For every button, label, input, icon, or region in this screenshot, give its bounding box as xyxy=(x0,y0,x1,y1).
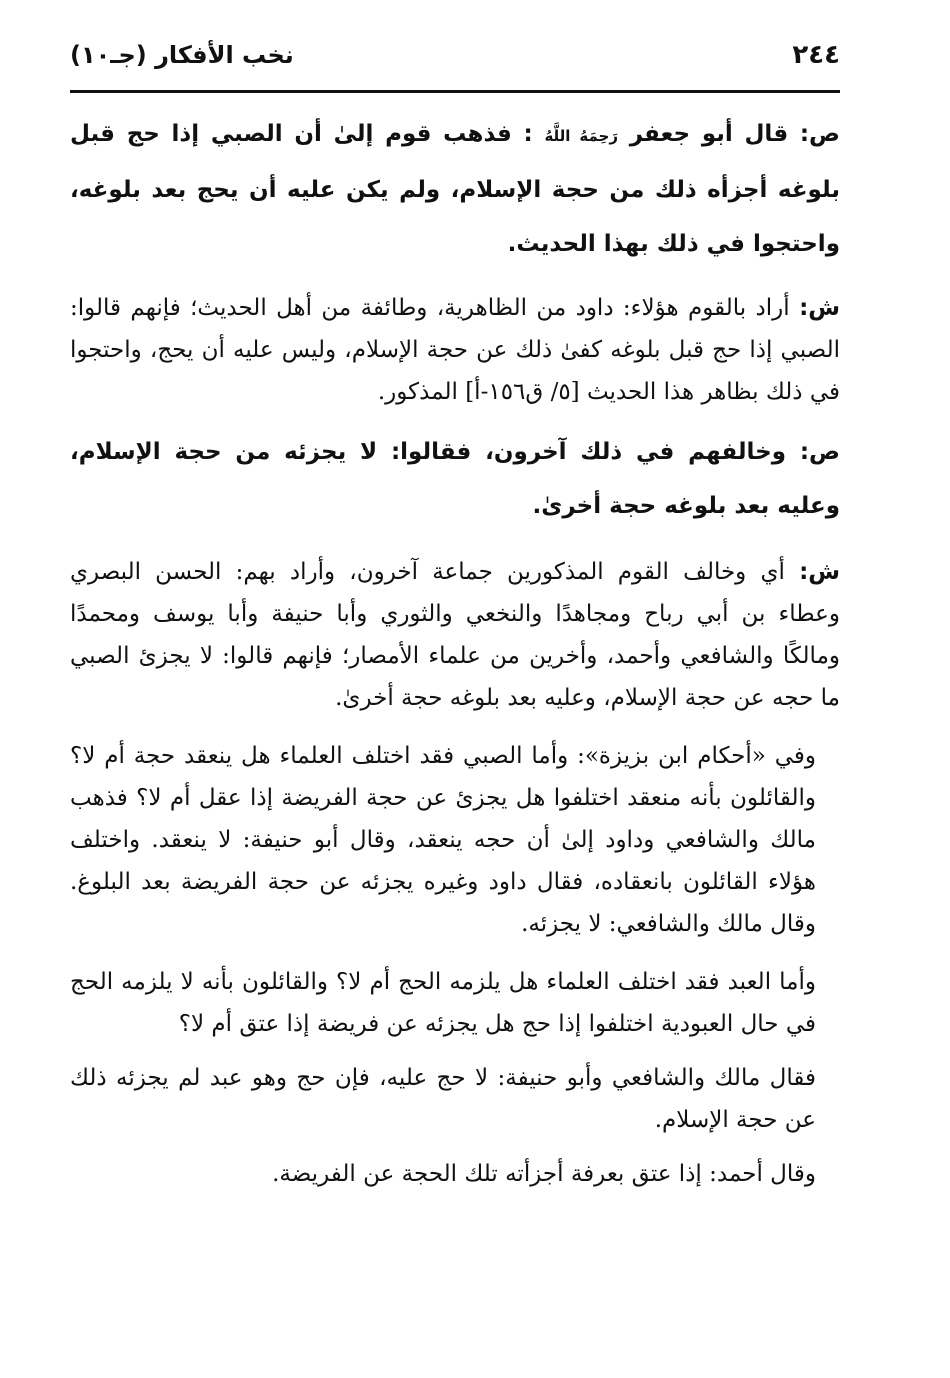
sharh-marker: ش: xyxy=(799,559,841,585)
body-paragraph-slave: وأما العبد فقد اختلف العلماء هل يلزمه الحج أم لا؟ والقائلون بأنه لا يلزمه الحج في حال العبودية اختلفوا إذا حج هل يجزئه عن فريضة إذا عتق أم لا؟ xyxy=(70,969,816,1037)
body-paragraph-ahkam: وفي «أحكام ابن بزيزة»: وأما الصبي فقد اختلف العلماء هل ينعقد حجة أم لا؟ والقائلون بأنه منعقد اختلفوا هل يجزئ عن حجة الفريضة إذا عقل أم لا؟ فذهب مالك والشافعي وداود إلىٰ أن حجه ينعقد، وقال أبو حنيفة: لا ينعقد. واختلف هؤلاء القائلون بانعقاده، فقال داود وغيره يجزئه عن حجة الفريضة بعد البلوغ. وقال مالك والشافعي: لا يجزئه. xyxy=(70,743,816,937)
matn-paragraph-1 xyxy=(70,107,840,271)
page-number: ٢٤٤ xyxy=(792,40,840,70)
matn-marker: ص: xyxy=(799,439,840,465)
matn-text-rest: : فذهب قوم إلىٰ أن الصبي إذا حج قبل بلوغه أجزأه ذلك من حجة الإسلام، ولم يكن عليه أن يحج بعد بلوغه، واحتجوا في ذلك بهذا الحديث. xyxy=(70,121,840,257)
sharh-text: أراد بالقوم هؤلاء: داود من الظاهرية، وطائفة من أهل الحديث؛ فإنهم قالوا: الصبي إذا حج قبل بلوغه كفىٰ ذلك عن حجة الإسلام، وليس عليه أن يحج، واحتجوا في ذلك بظاهر هذا الحديث [٥/ ق١٥٦-أ] المذكور. xyxy=(70,295,840,405)
matn-text: وخالفهم في ذلك آخرون، فقالوا: لا يجزئه من حجة الإسلام، وعليه بعد بلوغه حجة أخرىٰ. xyxy=(70,439,840,519)
matn-marker: ص: xyxy=(799,121,840,147)
sharh-marker: ش: xyxy=(799,295,840,321)
body-paragraph-ahmad: وقال أحمد: إذا عتق بعرفة أجزأته تلك الحجة عن الفريضة. xyxy=(272,1161,816,1187)
body-paragraph-malik: فقال مالك والشافعي وأبو حنيفة: لا حج عليه، فإن حج وهو عبد لم يجزئه ذلك عن حجة الإسلام. xyxy=(70,1065,816,1133)
matn-text-start: قال أبو جعفر xyxy=(629,121,789,147)
page-header xyxy=(70,40,840,93)
sharh-paragraph-1 xyxy=(70,287,840,413)
running-title: نخب الأفكار (جـ١٠) xyxy=(70,41,294,69)
sharh-paragraph-2 xyxy=(70,551,840,719)
sharh-text: أي وخالف القوم المذكورين جماعة آخرون، وأراد بهم: الحسن البصري وعطاء بن أبي رباح ومجاهدًا والنخعي والثوري وأبا حنيفة وأبا يوسف ومحمدًا ومالكًا والشافعي وأحمد، وأخرين من علماء الأمصار؛ فإنهم قالوا: لا يجزئ الصبي ما حجه عن حجة الإسلام، وعليه بعد بلوغه حجة أخرىٰ. xyxy=(70,559,840,711)
honorific-text: رَحِمَهُ اللَّهُ xyxy=(544,127,618,145)
matn-paragraph-2 xyxy=(70,425,840,533)
page xyxy=(70,40,840,1195)
